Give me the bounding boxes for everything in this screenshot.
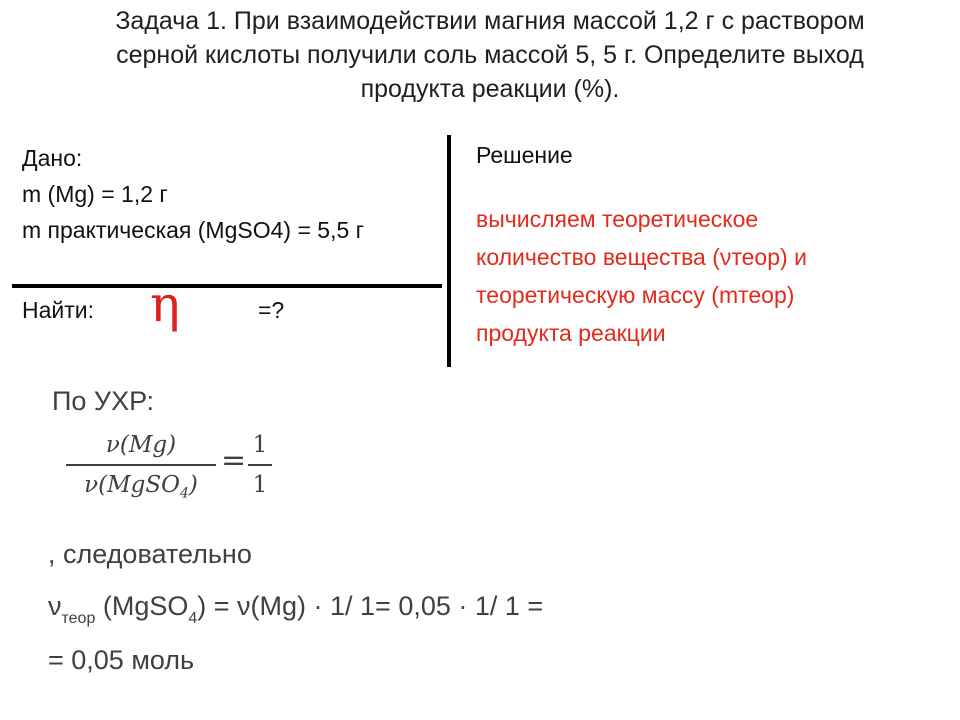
solution-step-text [476, 200, 807, 352]
ratio-denominator: 1 [252, 472, 268, 498]
fraction-bar [66, 464, 216, 466]
equation-label: По УХР: [52, 386, 155, 416]
column-divider-line [447, 135, 451, 367]
solution-step-line-2: количество вещества (νтеор) и [476, 244, 807, 270]
given-mass-mgso4: m практическая (MgSO4) = 5,5 г [22, 217, 365, 243]
solution-step-line-4: продукта реакции [476, 320, 666, 346]
title-line-1: Задача 1. При взаимодействии магния массой 1,2 г с раствором [115, 7, 865, 35]
calculation-line-2: = 0,05 моль [48, 645, 195, 675]
solution-heading: Решение [476, 142, 573, 168]
mole-ratio-fraction [66, 428, 216, 502]
title-line-3: продукта реакции (%). [360, 75, 620, 103]
consequently-text: , следовательно [48, 539, 252, 569]
ratio-numerator: 1 [252, 432, 268, 458]
given-block [22, 140, 364, 248]
eta-symbol: η [150, 275, 180, 333]
task-title [40, 4, 940, 106]
title-line-2: серной кислоты получили соль массой 5, 5 г. Определите выход [116, 41, 864, 69]
calculation-line-1: $\nu_{теор}$ (MgSO$_4$) = ν(Mg) · 1/ 1= 0,05 · 1/ 1 = [48, 591, 544, 627]
fraction-denominator: ν(MgSO$_4$) [84, 472, 198, 502]
given-heading: Дано: [22, 145, 83, 171]
ratio-value-fraction [248, 428, 272, 502]
given-mass-mg: m (Mg) = 1,2 г [22, 181, 168, 207]
ratio-bar [248, 464, 272, 466]
solution-step-line-3: теоретическую массу (mтеор) [476, 282, 795, 308]
equals-sign: = [221, 443, 247, 478]
fraction-numerator: ν(Mg) [105, 432, 177, 458]
find-question: =? [258, 297, 285, 323]
find-label: Найти: [22, 297, 95, 323]
solution-step-line-1: вычисляем теоретическое [476, 206, 759, 232]
given-divider-line [12, 284, 442, 288]
